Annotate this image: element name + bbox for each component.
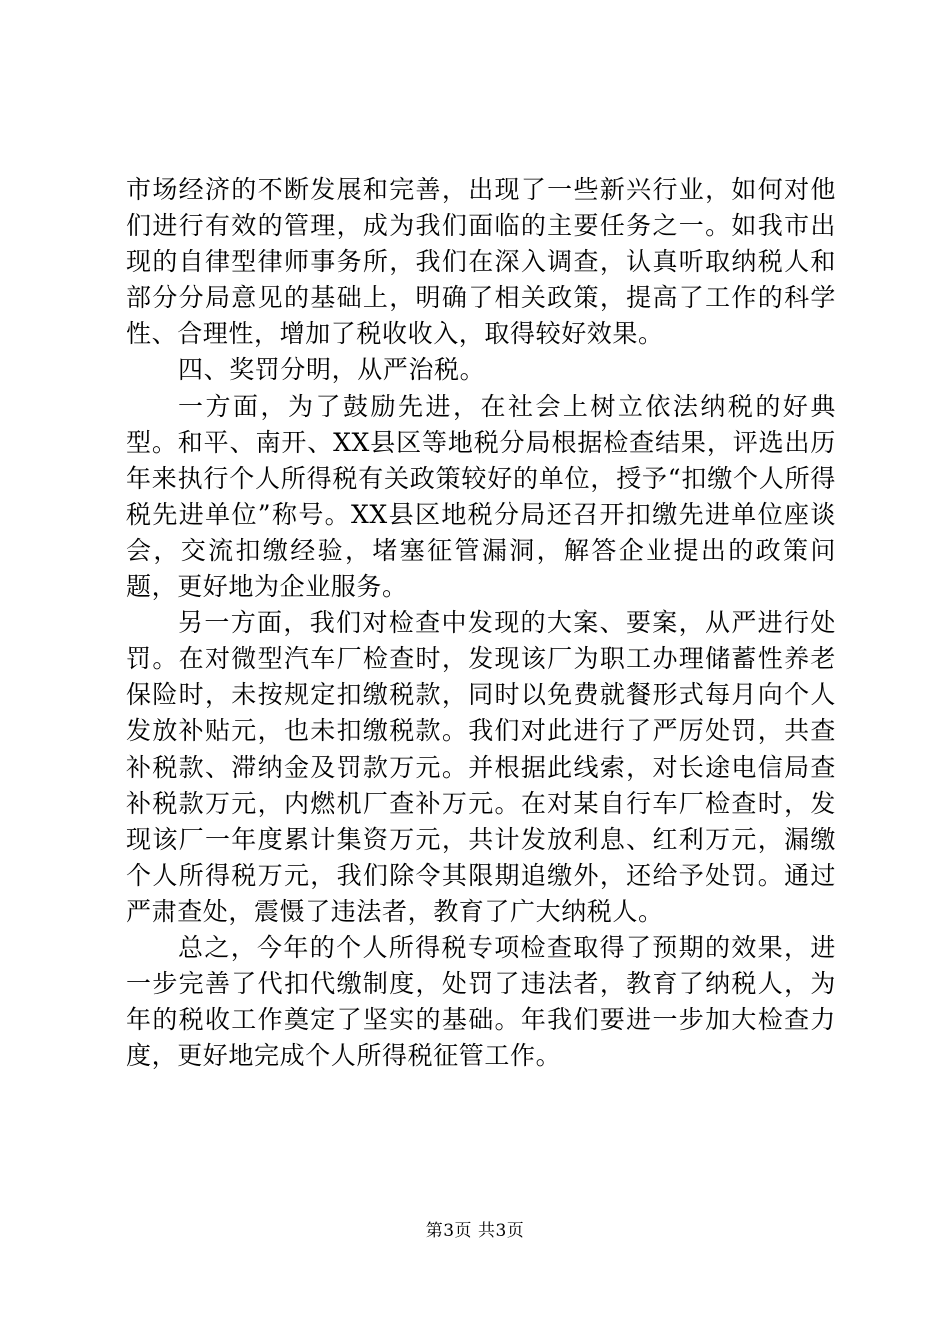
page-footer: 第3页 共3页 xyxy=(425,1221,525,1241)
paragraph: 总之，今年的个人所得税专项检查取得了预期的效果，进一步完善了代扣代缴制度，处罚了违法者，教育了纳税人，为年的税收工作奠定了坚实的基础。年我们要进一步加大检查力度，更好地完成个人所得税征管工作。 xyxy=(126,932,836,1071)
paragraph: 另一方面，我们对检查中发现的大案、要案，从严进行处罚。在对微型汽车厂检查时，发现该厂为职工办理储蓄性养老保险时，未按规定扣缴税款，同时以免费就餐形式每月向个人发放补贴元，也未扣缴税款。我们对此进行了严厉处罚，共查补税款、滞纳金及罚款万元。并根据此线索，对长途电信局查补税款万元，内燃机厂查补万元。在对某自行车厂检查时，发现该厂一年度累计集资万元，共计发放利息、红利万元，漏缴个人所得税万元，我们除令其限期追缴外，还给予处罚。通过严肃查处，震慑了违法者，教育了广大纳税人。 xyxy=(126,608,836,926)
document-body xyxy=(126,172,836,1074)
section-heading: 四、奖罚分明，从严治税。 xyxy=(178,355,486,385)
paragraph-continuation: 市场经济的不断发展和完善，出现了一些新兴行业，如何对他们进行有效的管理，成为我们面临的主要任务之一。如我市出现的自律型律师事务所，我们在深入调查，认真听取纳税人和部分分局意见的基础上，明确了相关政策，提高了工作的科学性、合理性，增加了税收收入，取得较好效果。 xyxy=(126,175,836,349)
paragraph: 一方面，为了鼓励先进，在社会上树立依法纳税的好典型。和平、南开、XX县区等地税分局根据检查结果，评选出历年来执行个人所得税有关政策较好的单位，授予“扣缴个人所得税先进单位”称号。XX县区地税分局还召开扣缴先进单位座谈会，交流扣缴经验，堵塞征管漏洞，解答企业提出的政策问题，更好地为企业服务。 xyxy=(126,391,836,602)
